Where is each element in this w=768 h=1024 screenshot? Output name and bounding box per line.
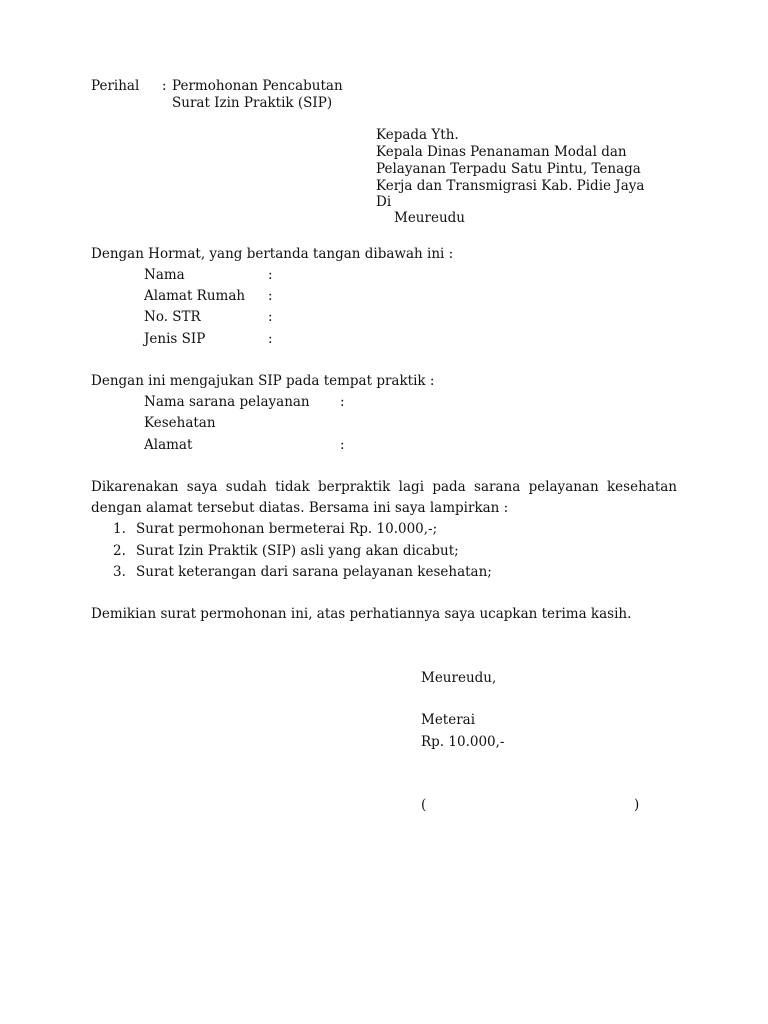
- recipient-place: Meureudu: [394, 210, 465, 226]
- signature-paren-open: (: [421, 797, 427, 813]
- field-label-alamat-rumah: Alamat Rumah: [144, 288, 246, 304]
- practice-intro: Dengan ini mengajukan SIP pada tempat praktik :: [91, 373, 435, 389]
- facility-colon: :: [340, 394, 345, 410]
- subject-colon: :: [162, 78, 167, 94]
- attachment-item: Surat permohonan bermeterai Rp. 10.000,-;: [136, 521, 438, 537]
- recipient-line-3: Kerja dan Transmigrasi Kab. Pidie Jaya: [376, 178, 645, 194]
- field-colon-alamat-rumah: :: [268, 288, 273, 304]
- attachment-number: 1.: [113, 521, 126, 537]
- facility-label-line-2: Kesehatan: [144, 415, 216, 431]
- recipient-di: Di: [376, 194, 392, 210]
- address-label: Alamat: [144, 437, 193, 453]
- reason-line-1: Dikarenakan saya sudah tidak berpraktik lagi pada sarana pelayanan kesehatan: [91, 479, 677, 495]
- field-colon-jenis-sip: :: [268, 331, 273, 347]
- subject-label: Perihal: [91, 78, 140, 94]
- subject-line-2: Surat Izin Praktik (SIP): [172, 95, 333, 111]
- field-colon-nama: :: [268, 267, 273, 283]
- facility-label-line-1: Nama sarana pelayanan: [144, 394, 310, 410]
- attachment-number: 2.: [113, 543, 126, 559]
- attachment-item: Surat Izin Praktik (SIP) asli yang akan dicabut;: [136, 543, 459, 559]
- reason-line-2: dengan alamat tersebut diatas. Bersama ini saya lampirkan :: [91, 500, 509, 516]
- recipient-greeting: Kepada Yth.: [376, 127, 459, 143]
- attachment-item: Surat keterangan dari sarana pelayanan kesehatan;: [136, 564, 492, 580]
- intro-text: Dengan Hormat, yang bertanda tangan dibawah ini :: [91, 246, 454, 262]
- signature-paren-close: ): [634, 797, 640, 813]
- signature-place: Meureudu,: [421, 670, 497, 686]
- field-label-no-str: No. STR: [144, 309, 201, 325]
- closing-text: Demikian surat permohonan ini, atas perhatiannya saya ucapkan terima kasih.: [91, 606, 632, 622]
- address-colon: :: [340, 437, 345, 453]
- recipient-line-1: Kepala Dinas Penanaman Modal dan: [376, 144, 627, 160]
- stamp-label: Meterai: [421, 712, 476, 728]
- recipient-line-2: Pelayanan Terpadu Satu Pintu, Tenaga: [376, 161, 641, 177]
- field-label-jenis-sip: Jenis SIP: [144, 331, 206, 347]
- field-label-nama: Nama: [144, 267, 185, 283]
- field-colon-no-str: :: [268, 309, 273, 325]
- subject-line-1: Permohonan Pencabutan: [172, 78, 343, 94]
- attachment-number: 3.: [113, 564, 126, 580]
- stamp-value: Rp. 10.000,-: [421, 734, 505, 750]
